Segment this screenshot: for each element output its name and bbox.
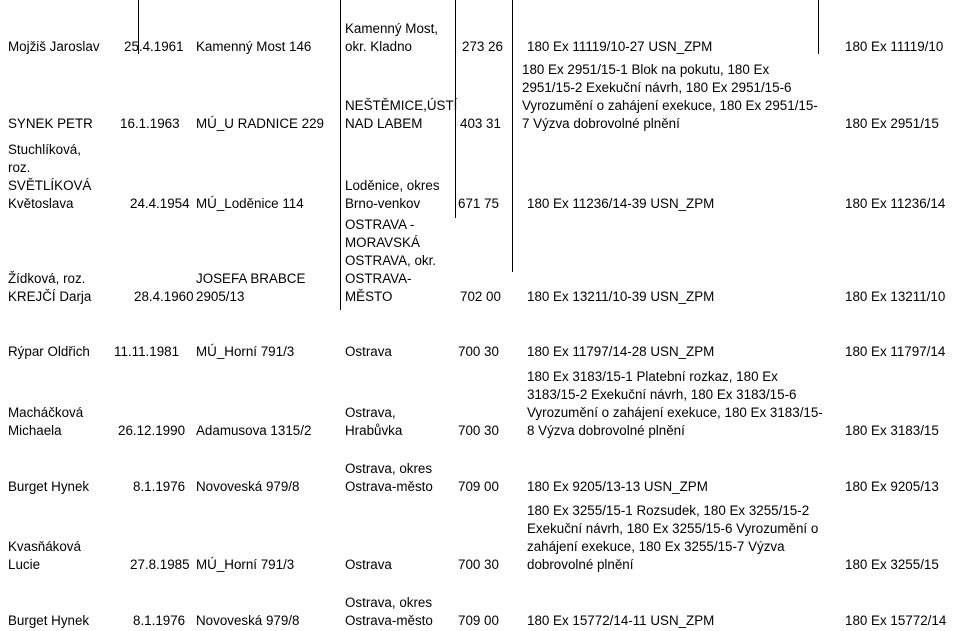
place-line: Brno-venkov: [345, 196, 421, 211]
documents-line: 180 Ex 13211/10-39 USN_ZPM: [527, 289, 715, 304]
documents-line: 180 Ex 11119/10-27 USN_ZPM: [527, 39, 713, 54]
documents-line: 2951/15-2 Exekuční návrh, 180 Ex 2951/15-6: [522, 80, 792, 95]
postal-code: 700 30: [458, 557, 499, 572]
place-line: NEŠTĚMICE,ÚSTÍ: [345, 98, 458, 113]
debtor-name-line: SVĚTLÍKOVÁ: [8, 178, 92, 193]
address-line: Kamenný Most 146: [196, 39, 312, 54]
birth-date: 25.4.1961: [124, 39, 184, 54]
birth-date: 11.11.1981: [114, 344, 180, 359]
documents-line: zahájení exekuce, 180 Ex 3255/15-7 Výzva: [527, 539, 785, 554]
address-line: MÚ_Horní 791/3: [196, 557, 295, 572]
postal-code: 709 00: [458, 479, 499, 494]
documents-line: Vyrozumění o zahájení exekuce, 180 Ex 2951/15-: [522, 98, 818, 113]
documents-line: 3183/15-2 Exekuční návrh, 180 Ex 3183/15-6: [527, 387, 797, 402]
debtor-name-line: roz.: [8, 160, 31, 175]
case-number: 180 Ex 11797/14: [845, 344, 946, 359]
place-line: Ostrava: [345, 557, 392, 572]
debtor-name-line: Žídková, roz.: [8, 271, 86, 286]
place-line: okr. Kladno: [345, 39, 412, 54]
case-number: 180 Ex 15772/14: [845, 613, 947, 628]
debtor-name-line: Lucie: [8, 557, 41, 572]
case-number: 180 Ex 3183/15: [845, 423, 939, 438]
place-line: Ostrava-město: [345, 613, 433, 628]
birth-date: 28.4.1960: [134, 289, 194, 304]
place-line: OSTRAVA, okr.: [345, 253, 437, 268]
address-line: Adamusova 1315/2: [196, 423, 312, 438]
place-line: Ostrava,: [345, 405, 396, 420]
debtor-name-line: Burget Hynek: [8, 479, 90, 494]
documents-line: 180 Ex 2951/15-1 Blok na pokutu, 180 Ex: [522, 62, 770, 77]
place-line: OSTRAVA-: [345, 271, 412, 286]
case-number: 180 Ex 13211/10: [845, 289, 946, 304]
documents: [527, 612, 714, 630]
address-line: MÚ_Loděnice 114: [196, 196, 304, 211]
place-line: OSTRAVA -: [345, 217, 415, 232]
place-line: Ostrava, okres: [345, 595, 433, 610]
place-line: Loděnice, okres: [345, 178, 440, 193]
birth-date: 8.1.1976: [133, 613, 186, 628]
address-line: Novoveská 979/8: [196, 479, 300, 494]
place-line: Ostrava, okres: [345, 461, 433, 476]
debtor-name-line: Rýpar Oldřich: [8, 344, 90, 359]
address-line: MÚ_Horní 791/3: [196, 344, 295, 359]
case-number: 180 Ex 9205/13: [845, 479, 939, 494]
debtor-name-line: Macháčková: [8, 405, 84, 420]
debtor-name-line: KREJČÍ Darja: [8, 289, 92, 304]
documents-line: 180 Ex 3183/15-1 Platební rozkaz, 180 Ex: [527, 369, 778, 384]
debtor-name-line: Burget Hynek: [8, 613, 90, 628]
debtor-name-line: Michaela: [8, 423, 62, 438]
debtor-name: [8, 612, 89, 630]
debtor-name-line: Mojžiš Jaroslav: [8, 39, 100, 54]
place-line: Ostrava: [345, 344, 392, 359]
debtor-name-line: SYNEK PETR: [8, 116, 93, 131]
documents-line: 180 Ex 15772/14-11 USN_ZPM: [527, 613, 715, 628]
place-line: MORAVSKÁ: [345, 235, 420, 250]
documents-line: 7 Výzva dobrovolné plnění: [522, 116, 680, 131]
documents-line: Vyrozumění o zahájení exekuce, 180 Ex 3183/15-: [527, 405, 823, 420]
address-line: 2905/13: [196, 289, 245, 304]
debtor-name-line: Kvasňáková: [8, 539, 81, 554]
place-line: MĚSTO: [345, 289, 393, 304]
debtor-name-line: Stuchlíková,: [8, 142, 81, 157]
case-number: 180 Ex 3255/15: [845, 557, 939, 572]
address-line: Novoveská 979/8: [196, 613, 300, 628]
place-line: NAD LABEM: [345, 116, 423, 131]
birth-date: 8.1.1976: [133, 479, 186, 494]
postal-code: 702 00: [460, 289, 501, 304]
postal-code: 273 26: [462, 39, 503, 54]
postal-code: 671 75: [458, 196, 499, 211]
address: [196, 612, 299, 630]
postal-code: 709 00: [458, 613, 499, 628]
postal-code: 700 30: [458, 423, 499, 438]
place: [345, 594, 433, 630]
documents-line: 180 Ex 11236/14-39 USN_ZPM: [527, 196, 715, 211]
case-number: 180 Ex 11119/10: [845, 39, 944, 54]
postal-code: 403 31: [460, 116, 501, 131]
case-number: 180 Ex 2951/15: [845, 116, 939, 131]
place-line: Hrabůvka: [345, 423, 403, 438]
place-line: Kamenný Most,: [345, 21, 439, 36]
place-line: Ostrava-město: [345, 479, 433, 494]
address-line: MÚ_U RADNICE 229: [196, 116, 324, 131]
documents-line: Exekuční návrh, 180 Ex 3255/15-6 Vyrozumění o: [527, 521, 819, 536]
documents-line: dobrovolné plnění: [527, 557, 634, 572]
documents-line: 180 Ex 9205/13-13 USN_ZPM: [527, 479, 708, 494]
birth-date: 16.1.1963: [120, 116, 180, 131]
documents-line: 180 Ex 11797/14-28 USN_ZPM: [527, 344, 715, 359]
case-number: 180 Ex 11236/14: [845, 196, 946, 211]
postal-code: 700 30: [458, 344, 499, 359]
birth-date: 24.4.1954: [130, 196, 190, 211]
documents-line: 8 Výzva dobrovolné plnění: [527, 423, 685, 438]
address-line: JOSEFA BRABCE: [196, 271, 306, 286]
birth-date: 26.12.1990: [118, 423, 186, 438]
debtor-name-line: Květoslava: [8, 196, 74, 211]
birth-date: 27.8.1985: [130, 557, 190, 572]
documents-line: 180 Ex 3255/15-1 Rozsudek, 180 Ex 3255/15-2: [527, 503, 810, 518]
